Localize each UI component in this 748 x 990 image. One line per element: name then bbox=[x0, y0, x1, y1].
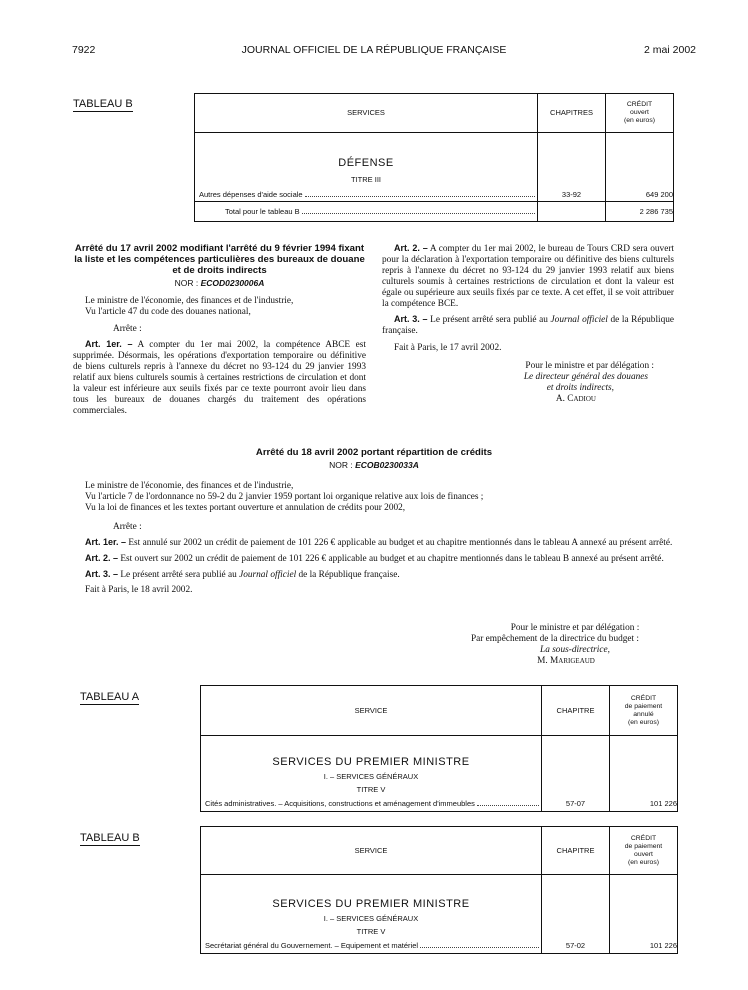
top-table-label: TABLEAU B bbox=[73, 98, 133, 110]
arrete-2-intro3: Vu la loi de finances et les textes portant ouverture et annulation de crédits pour 2002, bbox=[85, 503, 406, 513]
section-cell bbox=[195, 132, 538, 201]
section-title: SERVICES DU PREMIER MINISTRE bbox=[272, 756, 470, 768]
section-title: DÉFENSE bbox=[338, 156, 394, 169]
subsection: I. – SERVICES GÉNÉRAUX bbox=[323, 772, 419, 781]
col-chapitre: CHAPITRE bbox=[542, 827, 610, 875]
titre: TITRE V bbox=[356, 927, 386, 936]
arrete-2-arrete: Arrête : bbox=[113, 522, 142, 532]
journal-title: JOURNAL OFFICIEL DE LA RÉPUBLIQUE FRANÇAISE bbox=[241, 44, 507, 56]
col-chapitres: CHAPITRES bbox=[538, 94, 606, 133]
col-credit: CRÉDIT de paiement ouvert (en euros) bbox=[610, 827, 678, 875]
row-credit: 649 200 bbox=[606, 132, 674, 201]
section-cell bbox=[201, 875, 542, 954]
arrete-2-title: Arrêté du 18 avril 2002 portant répartition de crédits bbox=[255, 447, 493, 458]
arrete-1-art1: Art. 1er. – A compter du 1er mai 2002, la compétence ABCE est supprimée. Désormais, les opérations d'exportation temporaire ou définitive de biens culturels repris à l'annexe du décret no 93-124 du 29 janvier 1993 relatif aux biens culturels soumis à certaines restrictions de circulation et dont la valeur est inférieure aux seuils fixés par ce texte pourront avoir lieu dans tous les bureaux de douanes chargés du traitement des opérations commerciales. bbox=[73, 339, 366, 416]
arrete-1-right bbox=[382, 243, 674, 405]
top-credit-table bbox=[194, 93, 674, 222]
col-services: SERVICES bbox=[195, 94, 538, 133]
arrete-1-art2: Art. 2. – A compter du 1er mai 2002, le bureau de Tours CRD sera ouvert pour la déclaration à l'exportation temporaire ou définitive des biens culturels repris à l'annexe du décret no 93-124 du 29 janvier 1993 relatif aux biens culturels soumis à certaines restrictions de circulation et dont la valeur est égale ou supérieure aux seuils fixés par ce texte. A cet effet, il se voit attribuer la compétence BCE. bbox=[382, 243, 675, 309]
section-cell bbox=[201, 736, 542, 812]
arrete-1-signature: Pour le ministre et par délégation : Le directeur général des douanes et droits indirects, A. Cadiou bbox=[523, 361, 654, 404]
col-chapitre: CHAPITRE bbox=[542, 686, 610, 736]
row-chapitre: 57-02 bbox=[542, 875, 610, 954]
arrete-1-arrete: Arrête : bbox=[113, 324, 142, 334]
page-number: 7922 bbox=[72, 44, 96, 56]
arrete-1-intro2: Vu l'article 47 du code des douanes national, bbox=[85, 307, 251, 317]
arrete-1-title: Arrêté du 17 avril 2002 modifiant l'arrêté du 9 février 1994 fixant la liste et les compétences particulières des bureaux de douane et de droits indirects bbox=[74, 243, 365, 276]
row-credit: 101 226 bbox=[610, 875, 678, 954]
titre: TITRE V bbox=[356, 785, 386, 794]
arrete-2-body bbox=[73, 481, 675, 596]
arrete-2-done: Fait à Paris, le 18 avril 2002. bbox=[85, 585, 193, 595]
arrete-2-art1: Art. 1er. – Est annulé sur 2002 un crédit de paiement de 101 226 € applicable au budget et au chapitre mentionnés dans le tableau A annexé au présent arrêté. bbox=[85, 537, 673, 548]
row-credit: 101 226 bbox=[610, 736, 678, 812]
arrete-1-art3: Art. 3. – Le présent arrêté sera publié au Journal officiel de la République française. bbox=[382, 314, 675, 336]
table-row: Autres dépenses d'aide sociale bbox=[195, 190, 537, 199]
col-credit: CRÉDIT ouvert (en euros) bbox=[606, 94, 674, 133]
arrete-2-art3: Art. 3. – Le présent arrêté sera publié au Journal officiel de la République française. bbox=[85, 569, 400, 580]
total-value: 2 286 735 bbox=[606, 201, 674, 221]
table-b-label: TABLEAU B bbox=[80, 832, 140, 844]
table-a-label: TABLEAU A bbox=[80, 691, 140, 703]
col-service: SERVICE bbox=[201, 827, 542, 875]
col-credit: CRÉDIT de paiement annulé (en euros) bbox=[610, 686, 678, 736]
arrete-1-intro1: Le ministre de l'économie, des finances et de l'industrie, bbox=[85, 296, 294, 306]
arrete-1-left bbox=[73, 243, 366, 417]
table-a bbox=[200, 685, 678, 812]
arrete-2-intro2: Vu l'article 7 de l'ordonnance no 59-2 du 2 janvier 1959 portant loi organique relative aux lois de finances ; bbox=[85, 492, 484, 502]
subsection: I. – SERVICES GÉNÉRAUX bbox=[323, 914, 419, 923]
col-service: SERVICE bbox=[201, 686, 542, 736]
total-row: Total pour le tableau B bbox=[195, 201, 538, 221]
titre: TITRE III bbox=[351, 174, 381, 184]
row-chapitre: 57-07 bbox=[542, 736, 610, 812]
arrete-1-done: Fait à Paris, le 17 avril 2002. bbox=[394, 343, 502, 353]
table-row: Secrétariat général du Gouvernement. – Equipement et matériel bbox=[201, 941, 541, 950]
row-chapitre: 33-92 bbox=[538, 132, 606, 201]
section-title: SERVICES DU PREMIER MINISTRE bbox=[272, 898, 470, 910]
arrete-2-intro1: Le ministre de l'économie, des finances et de l'industrie, bbox=[85, 481, 294, 491]
arrete-1-nor: NOR : ECOD0230006A bbox=[174, 278, 265, 288]
table-row: Cités administratives. – Acquisitions, constructions et aménagement d'immeubles bbox=[201, 799, 541, 808]
table-b bbox=[200, 826, 678, 954]
arrete-2-art2: Art. 2. – Est ouvert sur 2002 un crédit de paiement de 101 226 € applicable au budget et au chapitre mentionnés dans le tableau B annexé au présent arrêté. bbox=[85, 553, 664, 564]
page-date: 2 mai 2002 bbox=[644, 44, 696, 56]
arrete-2-nor: NOR : ECOB0230033A bbox=[329, 460, 419, 470]
arrete-2-signature: Pour le ministre et par délégation : Par empêchement de la directrice du budget : La sous-directrice, M. Marigeaud bbox=[470, 623, 640, 666]
